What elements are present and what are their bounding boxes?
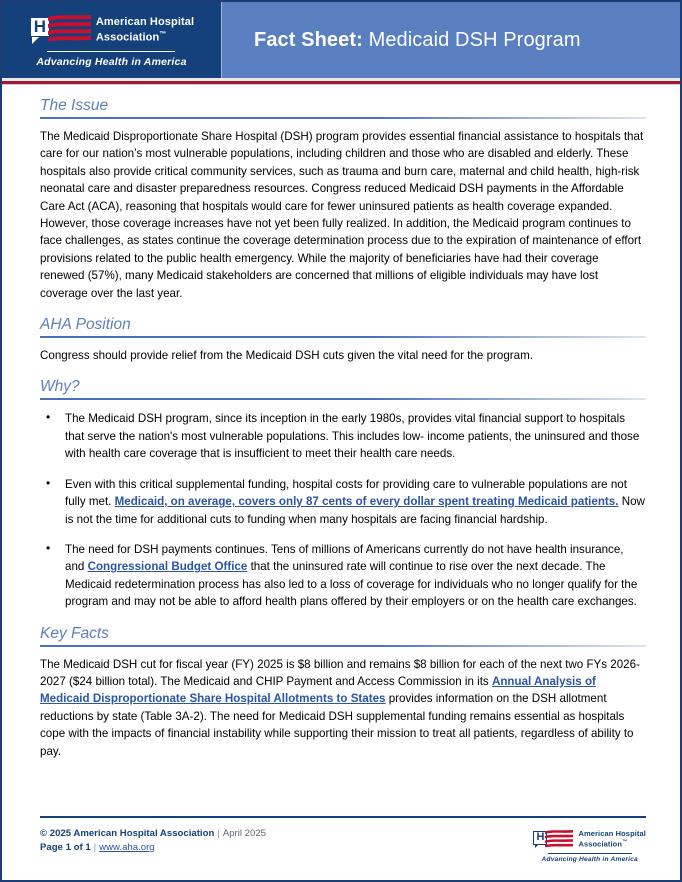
footer-date: April 2025 — [222, 828, 267, 839]
list-item — [40, 410, 646, 462]
hospital-h-letter: H — [29, 16, 51, 38]
footer-logo-divider — [548, 853, 632, 854]
page-content — [2, 85, 680, 760]
footer-aha-wordmark-line1: American Hospital — [578, 828, 646, 838]
aha-wordmark-line2: Association™ — [95, 30, 167, 44]
section-heading-key-facts: Key Facts — [40, 625, 646, 647]
aha-hospital-flag-icon — [29, 14, 91, 46]
footer-aha-wordmark — [578, 830, 646, 850]
footer-inner — [40, 827, 646, 863]
footer-copyright: © 2025 American Hospital Association — [40, 828, 215, 839]
header-title-pane — [222, 2, 680, 78]
footer-trademark-symbol: ™ — [622, 839, 628, 846]
bullet-text-pre: The Medicaid DSH program, since its inception in the early 1980s, provides vital financial support to hospitals that serve the nation's most vulnerable populations. This includes low- income patients, the uninsured and those with health care coverage that is insufficient to meet their health care needs. — [65, 412, 640, 461]
footer-hospital-h-letter: H — [533, 831, 547, 845]
page-title — [254, 29, 581, 52]
list-item — [40, 476, 646, 528]
footer-flag-stripes-icon — [545, 830, 573, 847]
why-bullet-list — [40, 410, 646, 610]
the-issue-paragraph: The Medicaid Disproportionate Share Hospital (DSH) program provides essential financial assistance to hospitals that care for our nation’s most vulnerable populations, including children and those who are disabled and elderly. These hospitals also provide critical community services, such as trauma and burn care, maternal and child health, high-risk neonatal care and disaster preparedness resources. Congress reduced Medicaid DSH payments in the Affordable Care Act (ACA), reasoning that hospitals would care for fewer uninsured patients as health coverage expanded. However, those coverage increases have not yet been fully realized. In addition, the Medicaid program continues to face challenges, as states continue the coverage determination process due to the expiration of maintenance of effort provisions related to the public health emergency. While the majority of beneficiaries have had their coverage renewed (57%), many Medicaid stakeholders are concerned that millions of eligible individuals may have lost coverage over the last year. — [40, 130, 644, 300]
bullet-text-pre: The need for DSH payments continues. Tens of millions of Americans currently do not have health insurance, and — [65, 542, 624, 574]
footer-aha-wordmark-line2: Association™ — [578, 839, 628, 849]
aha-wordmark-line1: American Hospital — [95, 16, 195, 29]
page-header — [2, 2, 680, 78]
key-facts-paragraph — [40, 656, 646, 760]
section-heading-aha-position: AHA Position — [40, 316, 646, 338]
footer-aha-logo-row — [533, 829, 646, 850]
footer-page-number: 1 — [85, 842, 91, 853]
footer-separator-2: | — [93, 842, 97, 853]
logo-divider — [47, 51, 175, 52]
footer-website-link[interactable]: www.aha.org — [99, 842, 155, 853]
footer-text-block — [40, 827, 266, 855]
medicaid-cost-coverage-link[interactable]: Medicaid, on average, covers only 87 cents of every dollar spent treating Medicaid patients. — [114, 495, 619, 509]
list-item — [40, 541, 646, 611]
congressional-budget-office-link[interactable]: Congressional Budget Office — [87, 560, 248, 574]
speech-tail-shape — [32, 37, 39, 44]
page-footer — [2, 816, 680, 880]
aha-position-paragraph: Congress should provide relief from the Medicaid DSH cuts given the vital need for the program. — [40, 349, 533, 363]
key-facts-text-pre: The Medicaid DSH cut for fiscal year (FY) 2025 is $8 billion and remains $8 billion for each of the next two FYs 2026-2027 ($24 billion total). The Medicaid and CHIP Payment and Access Commission in its — [40, 657, 640, 688]
flag-stripes-icon — [48, 15, 91, 41]
trademark-symbol: ™ — [159, 30, 167, 38]
aha-logo-row — [29, 14, 194, 46]
key-facts-text-post: provides information on the DSH allotment reductions by state (Table 3A-2). The need for Medicaid DSH supplemental funding remains essential as hospitals cope with the impacts of financial instability while supporting their mission to treat all patients, regardless of ability to pay. — [40, 692, 634, 758]
footer-page-line — [40, 841, 266, 855]
bullet-text-pre: Even with this critical supplemental funding, hospital costs for providing care to vulnerable populations are not fully met. — [65, 477, 627, 509]
section-heading-the-issue: The Issue — [40, 97, 646, 119]
footer-aha-logo — [533, 827, 646, 863]
header-logo-pane — [2, 2, 222, 78]
footer-copyright-line — [40, 827, 266, 841]
footer-aha-hospital-flag-icon — [533, 829, 573, 850]
aha-tagline: Advancing Health in America — [36, 56, 187, 68]
footer-page-label: Page 1 of — [40, 842, 86, 853]
aha-logo — [29, 12, 194, 68]
footer-separator: | — [217, 828, 220, 839]
bullet-text-post: that the uninsured rate will continue to rise over the next decade. The Medicaid redetermination process has also led to a loss of coverage for individuals who no longer qualify for the program and may not be able to afford health plans offered by their employers or on the health care exchanges. — [65, 560, 638, 609]
footer-divider — [40, 816, 646, 818]
page-title-label: Fact Sheet: — [254, 28, 363, 51]
footer-speech-tail-shape — [535, 844, 539, 848]
page-title-subject: Medicaid DSH Program — [362, 28, 581, 51]
bullet-text-post: Now is not the time for additional cuts to funding when many hospitals are facing financial hardship. — [65, 495, 645, 526]
macpac-annual-analysis-link[interactable]: Annual Analysis of Medicaid Disproportionate Share Hospital Allotments to States — [40, 674, 596, 706]
aha-wordmark — [96, 16, 194, 44]
section-heading-why: Why? — [40, 378, 646, 400]
footer-aha-tagline: Advancing Health in America — [541, 856, 638, 863]
